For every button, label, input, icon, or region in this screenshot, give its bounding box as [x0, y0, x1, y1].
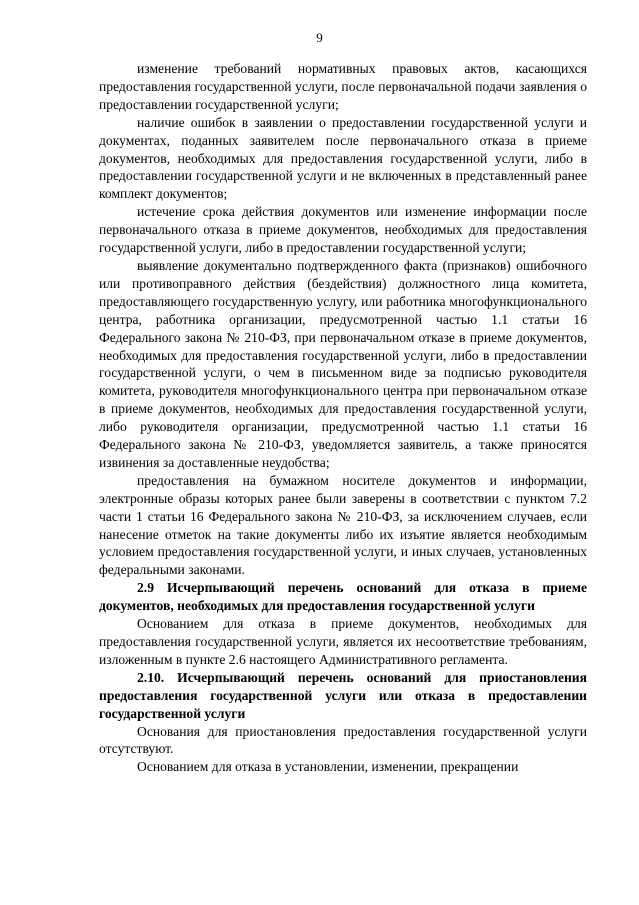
paragraph-erroneous-action: выявление документально подтвержденного факта (признаков) ошибочного или противоправного действия (бездействия) должностного лица комитета, предоставляющего государственную услугу, или работника многофункционального центра, работника организации, предусмотренной частью 1.1 статьи 16 Федерального закона № 210-ФЗ, при первоначальном отказе в приеме документов, необходимых для предоставления государственной услуги, либо в предоставлении государственной услуги, о чем в письменном виде за подписью руководителя комитета, руководителя многофункционального центра при первоначальном отказе в приеме документов, необходимых для предоставления государственной услуги, либо руководителя организации, предусмотренной частью 1.1 статьи 16 Федерального закона № 210-ФЗ, уведомляется заявитель, а также приносятся извинения за доставленные неудобства;	[99, 257, 587, 470]
paragraph-paper-documents: предоставления на бумажном носителе документов и информации, электронные образы которых ранее были заверены в соответствии с пунктом 7.2 части 1 статьи 16 Федерального закона № 210-ФЗ, за исключением случаев, если нанесение отметок на такие документы либо их изъятие является необходимым условием предоставления государственной услуги, и иных случаев, установленных федеральными законами.	[99, 472, 587, 578]
paragraph-requirements-change: изменение требований нормативных правовых актов, касающихся предоставления государственной услуги, после первоначальной подачи заявления о предоставлении государственной услуги;	[99, 61, 587, 112]
paragraph-refusal-grounds: Основанием для отказа в приеме документов, необходимых для предоставления государственной услуги, является их несоответствие требованиям, изложенным в пункте 2.6 настоящего Административного регламента.	[99, 616, 587, 667]
section-heading-2-10: 2.10. Исчерпывающий перечень оснований для приостановления предоставления государственной услуги или отказа в предоставлении государственной услуги	[99, 669, 587, 721]
section-heading-2-9: 2.9 Исчерпывающий перечень оснований для отказа в приеме документов, необходимых для предоставления государственной услуги	[99, 580, 587, 614]
paragraph-documents-expiry: истечение срока действия документов или изменение информации после первоначального отказа в приеме документов, необходимых для предоставления государственной услуги, либо в предоставлении государственной услуги;	[99, 204, 587, 256]
page-number: 9	[316, 30, 323, 45]
document-body	[99, 60, 587, 776]
paragraph-suspension-grounds: Основания для приостановления предоставления государственной услуги отсутствуют.	[99, 723, 587, 757]
paragraph-refusal-establishment: Основанием для отказа в установлении, изменении, прекращении	[137, 759, 519, 775]
paragraph-errors-in-application: наличие ошибок в заявлении о предоставлении государственной услуги и документах, поданных заявителем после первоначального отказа в приеме документов, необходимых для предоставления государственной услуги, либо в предоставлении государственной услуги и не включенных в представленный ранее комплект документов;	[99, 114, 587, 202]
